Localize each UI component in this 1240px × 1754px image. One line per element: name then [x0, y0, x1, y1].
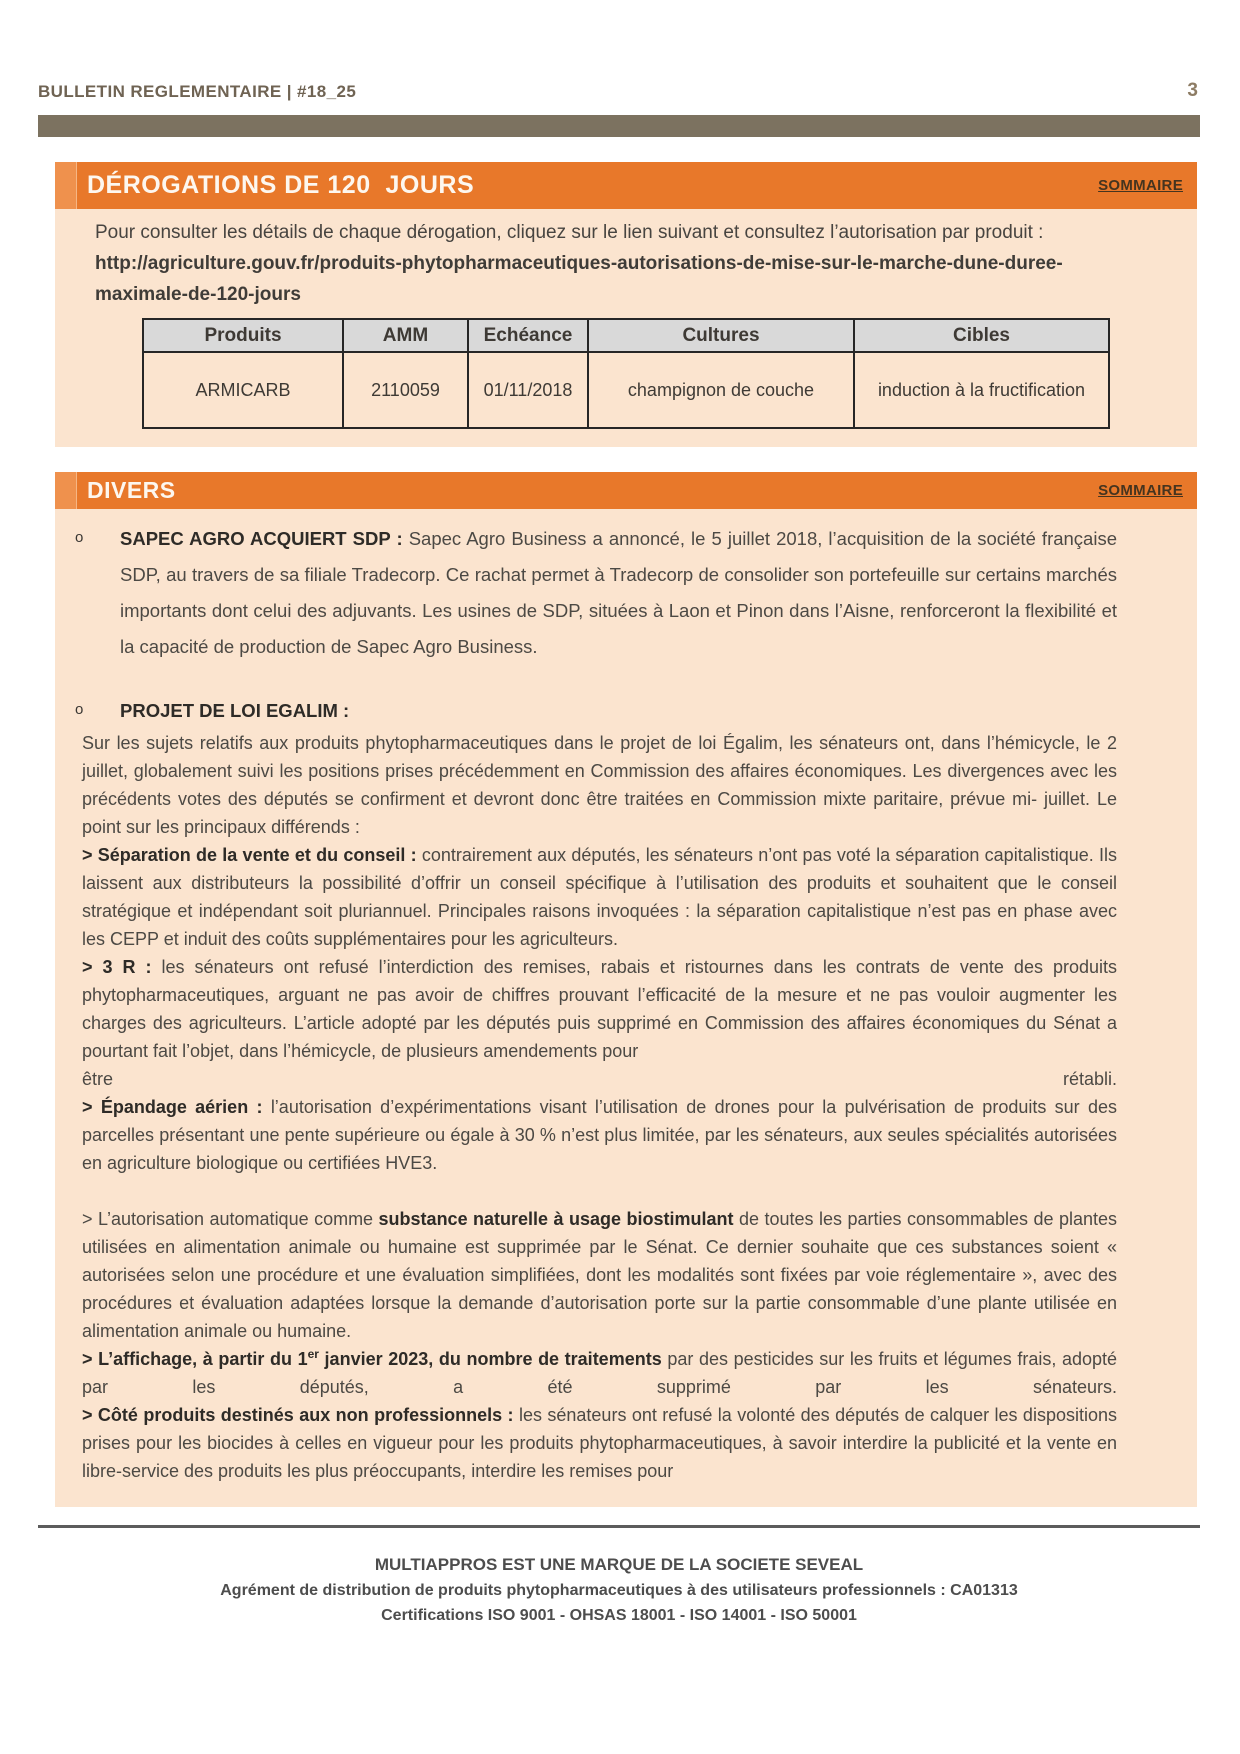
- footer-brand-line: MULTIAPPROS EST UNE MARQUE DE LA SOCIETE SEVEAL: [374, 1555, 864, 1574]
- derogations-intro-text: Pour consulter les détails de chaque dérogation, cliquez sur le lien suivant et consultez l’autorisation par produit :: [95, 222, 1044, 243]
- list-bullet-icon: o: [75, 529, 84, 546]
- table-header-row: [143, 319, 1109, 352]
- paragraph-cote-produits: [82, 1401, 1117, 1485]
- bullet-sapec-lead: SAPEC AGRO ACQUIERT SDP :: [120, 528, 403, 549]
- column-header-cibles: Cibles: [854, 319, 1109, 352]
- paragraph-epandage: [82, 1093, 1117, 1177]
- paragraph-biostimulant: [82, 1205, 1117, 1345]
- section-derogations-body: [55, 209, 1197, 447]
- paragraph-3r: [82, 953, 1117, 1065]
- paragraph-epandage-text: l’autorisation d’expérimentations visant l’utilisation de drones pour la pulvérisation de produits sur des parcelles présentant une pente supérieure ou égale à 30 % n’est plus limitée, par les sénateurs, aux seules spécialités autorisées en agriculture biologique ou certifiées HVE3.: [82, 1097, 1117, 1173]
- document-title: BULLETIN REGLEMENTAIRE | #18_25: [38, 82, 357, 101]
- paragraph-separation: [82, 841, 1117, 953]
- derogations-table: [142, 318, 1110, 429]
- paragraph-3r-text: les sénateurs ont refusé l’interdiction des remises, rabais et ristournes dans les contrats de vente des produits phytopharmaceutiques, arguant ne pas avoir de chiffres prouvant l’efficacité de la mesure et ne pas vouloir augmenter les charges des agriculteurs. L’article adopté par les députés puis supprimé en Commission des affaires économiques du Sénat a pourtant fait l’objet, dans l’hémicycle, de plusieurs amendements pour: [82, 957, 1117, 1061]
- column-header-produits: Produits: [143, 319, 343, 352]
- paragraph-separation-text: contrairement aux députés, les sénateurs n’ont pas voté la séparation capitalistique. Ils laissent aux distributeurs la possibilité d’offrir un conseil spécifique à l’utilisation des produits et souhaitent que le conseil stratégique et indépendant soit pluriannuel. Principales raisons invoquées : la séparation capitalistique n’est pas en phase avec les CEPP et induit des coûts supplémentaires pour les agriculteurs.: [82, 845, 1117, 949]
- paragraph-cote-lead: > Côté produits destinés aux non professionnels :: [82, 1405, 514, 1425]
- list-bullet-icon: o: [75, 701, 84, 718]
- cell-cibles: induction à la fructification: [854, 352, 1109, 428]
- paragraph-separation-lead: > Séparation de la vente et du conseil :: [82, 845, 417, 865]
- column-header-echeance: Echéance: [468, 319, 588, 352]
- document-footer: [38, 1552, 1200, 1628]
- section-derogations-header: [55, 162, 1197, 209]
- last-line-right: rétabli.: [1062, 1069, 1117, 1089]
- paragraph-biostimulant-bold: substance naturelle à usage biostimulant: [378, 1209, 734, 1229]
- paragraph-3r-last-line: [82, 1065, 1117, 1093]
- footer-divider: [38, 1525, 1200, 1528]
- paragraph-affichage-lead-post: janvier 2023, du nombre de traitements: [318, 1349, 662, 1369]
- cell-produit: ARMICARB: [143, 352, 343, 428]
- paragraph-biostimulant-pre: > L’autorisation automatique comme: [82, 1209, 379, 1229]
- table-row: [143, 352, 1109, 428]
- column-header-cultures: Cultures: [588, 319, 854, 352]
- footer-agrement-line: Agrément de distribution de produits phytopharmaceutiques à des utilisateurs professionnels : CA01313: [220, 1582, 1018, 1599]
- sommaire-link-derogations[interactable]: SOMMAIRE: [1098, 177, 1183, 194]
- last-line-left: être: [82, 1069, 114, 1089]
- page-number: 3: [1187, 80, 1198, 101]
- bullet-egalim-lead: PROJET DE LOI EGALIM :: [120, 700, 350, 721]
- paragraph-3r-lead: > 3 R :: [82, 957, 152, 977]
- sommaire-link-divers[interactable]: SOMMAIRE: [1098, 482, 1183, 499]
- cell-amm: 2110059: [343, 352, 468, 428]
- section-divers-title: DIVERS: [87, 477, 176, 503]
- paragraph-cote-text: les sénateurs ont refusé la volonté des députés de calquer les dispositions prises pour les biocides à celles en vigueur pour les produits phytopharmaceutiques, à savoir interdire la publicité et la vente en libre-service des produits les plus préoccupants, interdire les remises pour: [82, 1405, 1117, 1481]
- bullet-sapec-body: Sapec Agro Business a annoncé, le 5 juillet 2018, l’acquisition de la société française SDP, au travers de sa filiale Tradecorp. Ce rachat permet à Tradecorp de consolider son portefeuille sur certains marchés importants dont celui des adjuvants. Les usines de SDP, situées à Laon et Pinon dans l’Aisne, renforceront la flexibilité et la capacité de production de Sapec Agro Business.: [120, 528, 1117, 657]
- derogations-url-link[interactable]: http://agriculture.gouv.fr/produits-phytopharmaceutiques-autorisations-de-mise-sur-le-marche-dune-duree-maximale-de-120-jours: [95, 253, 1063, 305]
- paragraph-affichage-lead-pre: > L’affichage, à partir du 1: [82, 1349, 308, 1369]
- spacer: [82, 1177, 1117, 1205]
- cell-echeance: 01/11/2018: [468, 352, 588, 428]
- bullet-item-sapec: [75, 521, 1117, 665]
- bullet-item-egalim: [75, 693, 1117, 729]
- footer-certifications-line: Certifications ISO 9001 - OHSAS 18001 - ISO 14001 - ISO 50001: [381, 1607, 857, 1624]
- section-derogations: [55, 162, 1197, 447]
- section-divers: [55, 472, 1197, 1507]
- paragraph-egalim-intro: Sur les sujets relatifs aux produits phytopharmaceutiques dans le projet de loi Égalim, les sénateurs ont, dans l’hémicycle, le 2 juillet, globalement suivi les positions prises précédemment en Commission des affaires économiques. Les divergences avec les précédents votes des députés se confirment et devront donc être traitées en Commission mixte paritaire, prévue mi- juillet. Le point sur les principaux différends :: [82, 733, 1117, 837]
- section-divers-body: [55, 509, 1197, 1507]
- paragraph-affichage: [82, 1345, 1117, 1401]
- column-header-amm: AMM: [343, 319, 468, 352]
- paragraph-epandage-lead: > Épandage aérien :: [82, 1097, 263, 1117]
- section-divers-header: [55, 472, 1197, 509]
- section-derogations-title: DÉROGATIONS DE 120 JOURS: [87, 171, 475, 199]
- cell-cultures: champignon de couche: [588, 352, 854, 428]
- header-divider-bar: [38, 115, 1200, 137]
- bullet-egalim-text: [120, 693, 1117, 729]
- paragraph-affichage-text: par des pesticides sur les fruits et légumes frais, adopté par les députés, a été supprimé par les sénateurs.: [82, 1349, 1118, 1397]
- superscript-er: er: [307, 1347, 319, 1361]
- running-head: [38, 78, 1200, 102]
- paragraph-biostimulant-post: de toutes les parties consommables de plantes utilisées en alimentation animale ou humaine est supprimée par le Sénat. Ce dernier souhaite que ces substances soient « autorisées selon une procédure et une évaluation simplifiées, dont les modalités sont fixées par voie réglementaire », avec des procédures et évaluation adaptées lorsque la demande d’autorisation porte sur la partie consommable d’une plante utilisée en alimentation animale ou humaine.: [82, 1209, 1118, 1341]
- bullet-sapec-text: [120, 521, 1117, 665]
- spacer: [82, 665, 1117, 693]
- paragraph-affichage-lead: [82, 1349, 662, 1369]
